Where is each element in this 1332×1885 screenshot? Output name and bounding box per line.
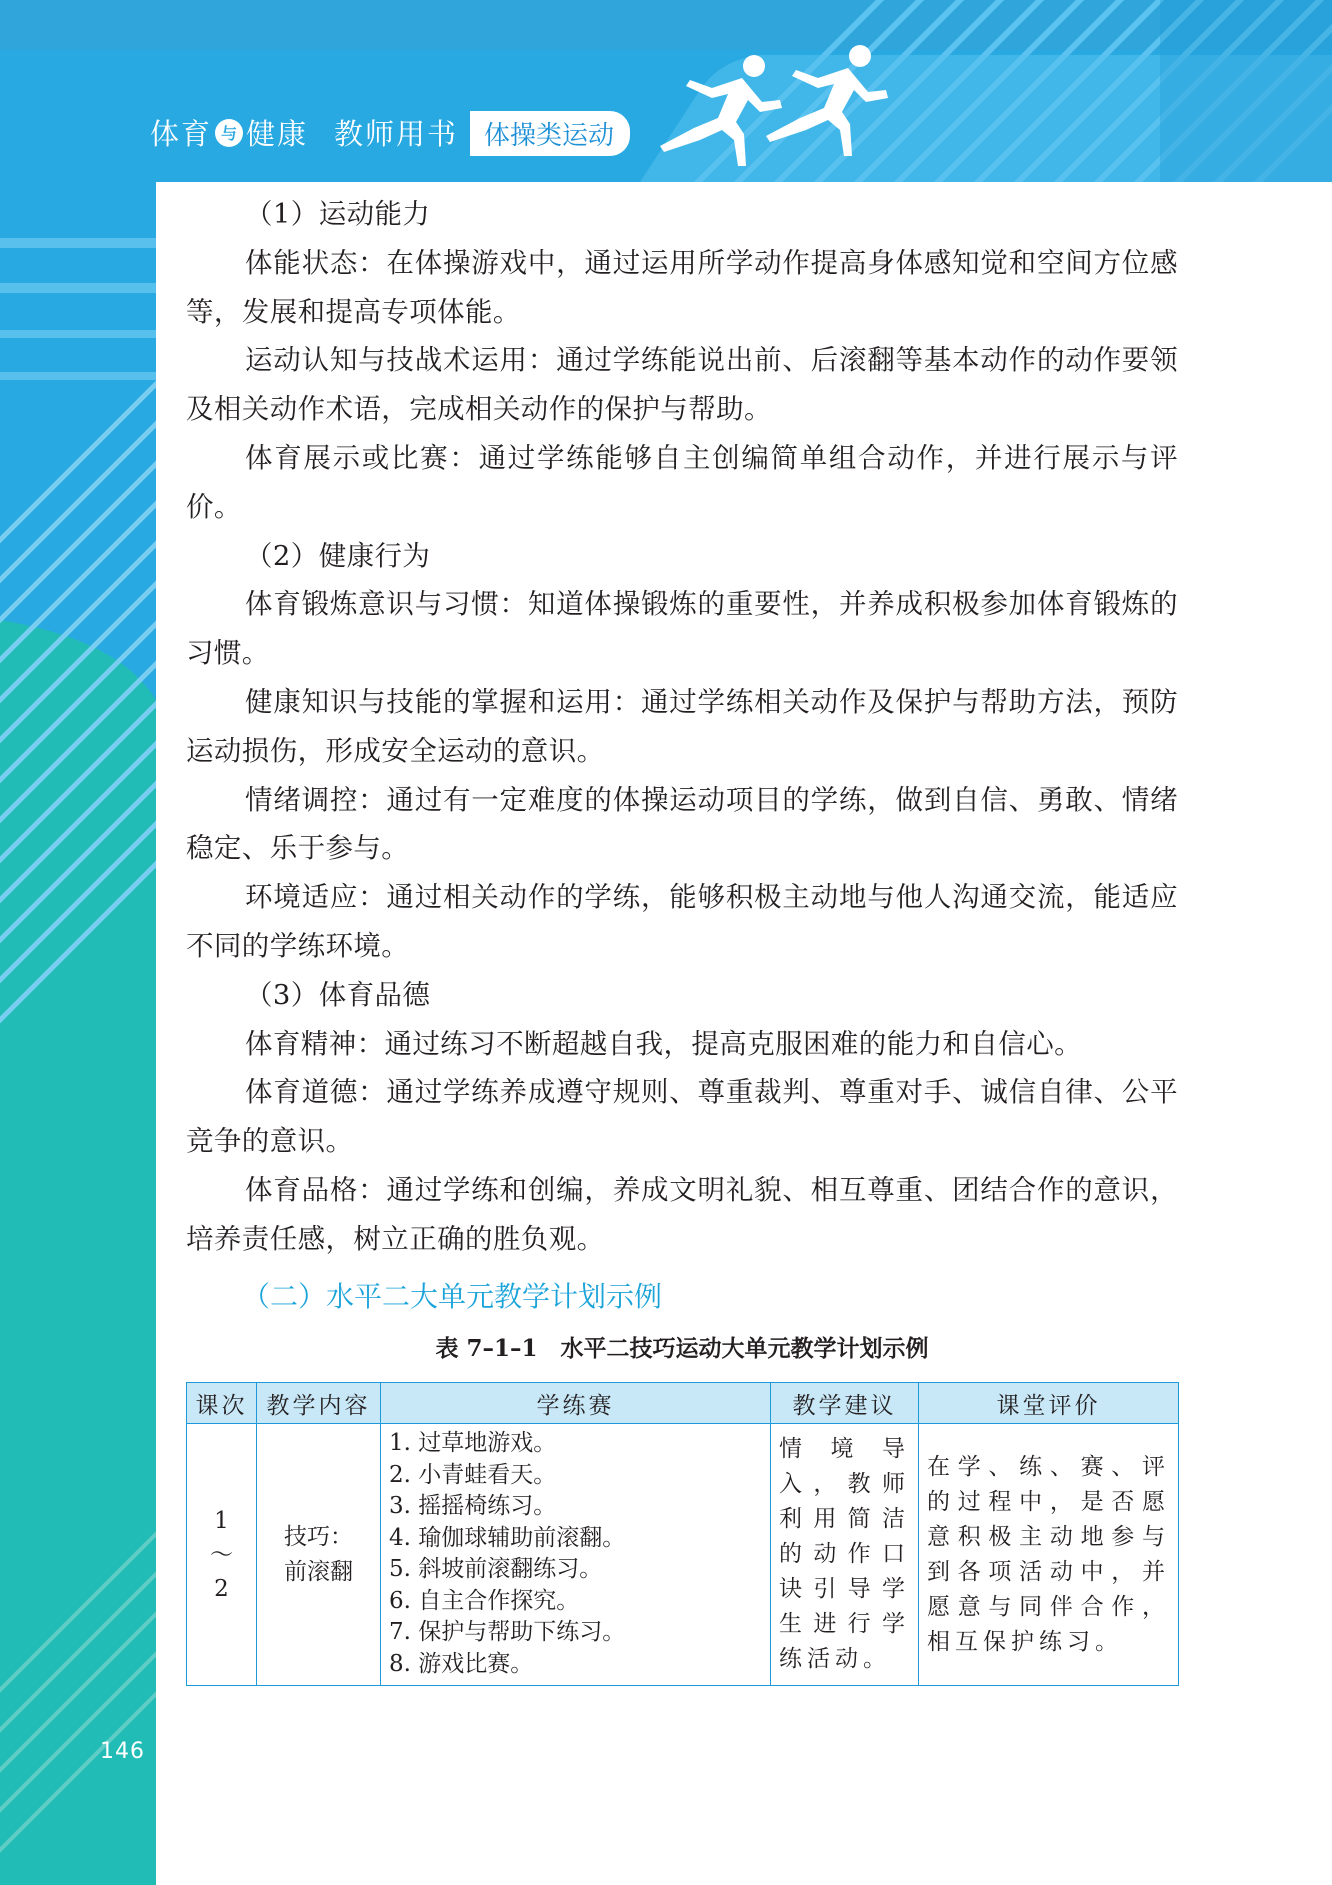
paragraph: （2）健康行为 (245, 539, 431, 572)
book-title-part1: 体育 (150, 117, 213, 151)
header-advice: 教学建议 (771, 1383, 919, 1424)
lesson-line: 1 (214, 1507, 229, 1534)
paragraph: 体能状态：在体操游戏中，通过运用所学动作提高身体感知觉和空间方位感等，发展和提高专项体能。 (186, 246, 1178, 328)
paragraph: 体育锻炼意识与习惯：知道体操锻炼的重要性，并养成积极参加体育锻炼的习惯。 (186, 588, 1178, 670)
list-item: 5. 斜坡前滚翻练习。 (389, 1556, 603, 1582)
paragraph: （3）体育品德 (245, 978, 431, 1011)
table-caption: 表 7–1–1 水平二技巧运动大单元教学计划示例 (435, 1335, 929, 1362)
page-number: 146 (100, 1739, 145, 1764)
paragraph: （1）运动能力 (245, 198, 431, 230)
header-lesson: 课次 (187, 1383, 257, 1424)
paragraph: 体育精神：通过练习不断超越自我，提高克服困难的能力和自信心。 (245, 1027, 1082, 1060)
paragraph: 健康知识与技能的掌握和运用：通过学练相关动作及保护与帮助方法，预防运动损伤，形成安全运动的意识。 (186, 685, 1178, 767)
book-title-part2: 健康 (246, 117, 309, 151)
paragraph: 情绪调控：通过有一定难度的体操运动项目的学练，做到自信、勇敢、情绪稳定、乐于参与。 (186, 783, 1178, 865)
body-text (186, 190, 1178, 1264)
content-line: 技巧： (284, 1523, 353, 1550)
header-content: 教学内容 (257, 1383, 381, 1424)
paragraph: 环境适应：通过相关动作的学练，能够积极主动地与他人沟通交流，能适应不同的学练环境。 (186, 881, 1178, 962)
teaching-plan-table (186, 1382, 1179, 1686)
cell-evaluation: 在学、练、赛、评的过程中，是否愿意积极主动地参与到各项活动中，并愿意与同伴合作，相互保护练习。 (919, 1424, 1179, 1686)
book-title-part3: 教师用书 (334, 117, 459, 151)
lesson-line: 2 (214, 1575, 229, 1602)
header-evaluation: 课堂评价 (919, 1383, 1179, 1424)
list-item: 2. 小青蛙看天。 (389, 1461, 557, 1488)
list-item: 7. 保护与帮助下练习。 (389, 1619, 626, 1645)
paragraph: 体育展示或比赛：通过学练能够自主创编简单组合动作，并进行展示与评价。 (186, 441, 1178, 523)
list-item: 3. 摇摇椅练习。 (389, 1493, 557, 1519)
content-line: 前滚翻 (284, 1558, 353, 1585)
cell-content (257, 1424, 381, 1686)
paragraph: 体育品格：通过学练和创编，养成文明礼貌、相互尊重、团结合作的意识，培养责任感，树立正确的胜负观。 (186, 1173, 1178, 1255)
table-row (187, 1424, 1179, 1686)
book-title (150, 112, 458, 153)
cell-lesson (187, 1424, 257, 1686)
paragraph: 运动认知与技战术运用：通过学练能说出前、后滚翻等基本动作的动作要领及相关动作术语，完成相关动作的保护与帮助。 (186, 344, 1178, 426)
list-item: 1. 过草地游戏。 (389, 1430, 557, 1456)
list-item: 6. 自主合作探究。 (389, 1587, 580, 1614)
book-title-ampersand-badge: 与 (215, 119, 243, 147)
lesson-line: ～ (210, 1541, 233, 1568)
list-item: 4. 瑜伽球辅助前滚翻。 (389, 1524, 626, 1551)
cell-advice: 情境导入，教师利用简洁的动作口诀引导学生进行学练活动。 (771, 1424, 919, 1686)
list-item: 8. 游戏比赛。 (389, 1650, 534, 1677)
table-header-row (187, 1383, 1179, 1424)
paragraph: 体育道德：通过学练养成遵守规则、尊重裁判、尊重对手、诚信自律、公平竞争的意识。 (186, 1076, 1178, 1158)
header-drills: 学练赛 (381, 1383, 771, 1424)
section-heading: （二）水平二大单元教学计划示例 (242, 1280, 663, 1313)
cell-drills (381, 1424, 771, 1686)
section-tab: 体操类运动 (470, 111, 630, 156)
